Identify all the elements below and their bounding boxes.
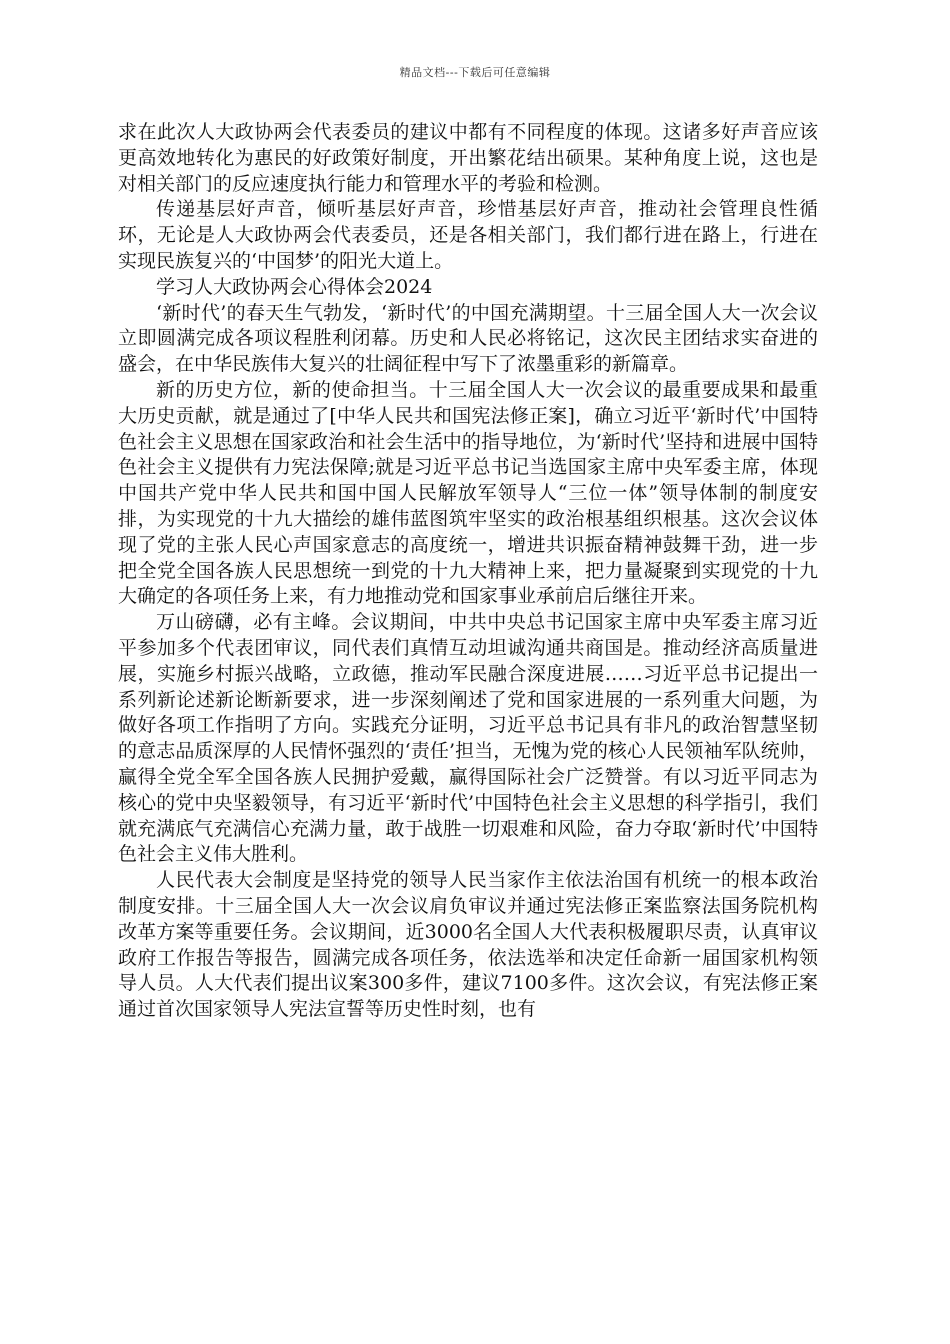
- page-header: 精品文档---下载后可任意编辑: [399, 66, 551, 79]
- paragraph: ‘新时代’的春天生气勃发，‘新时代’的中国充满期望。十三届全国人大一次会议立即圆满完成各项议程胜利闭幕。历史和人民必将铭记，这次民主团结求实奋进的盛会，在中华民族伟大复兴的壮阔征程中写下了浓墨重彩的新篇章。: [118, 301, 818, 376]
- paragraph: 传递基层好声音，倾听基层好声音，珍惜基层好声音，推动社会管理良性循环，无论是人大政协两会代表委员，还是各相关部门，我们都行进在路上，行进在实现民族复兴的‘中国梦’的阳光大道上。: [118, 198, 818, 272]
- document-body: [118, 120, 818, 1023]
- section-title: 学习人大政协两会心得体会2024: [156, 275, 433, 298]
- paragraph: 万山磅礴，必有主峰。会议期间，中共中央总书记国家主席中央军委主席习近平参加多个代表团审议，同代表们真情互动坦诚沟通共商国是。推动经济高质量进展，实施乡村振兴战略，立政德，推动军民融合深度进展……习近平总书记提出一系列新论述新论断新要求，进一步深刻阐述了党和国家进展的一系列重大问题，为做好各项工作指明了方向。实践充分证明，习近平总书记具有非凡的政治智慧坚韧的意志品质深厚的人民情怀强烈的‘责任’担当，无愧为党的核心人民领袖军队统帅，赢得全党全军全国各族人民拥护爱戴，赢得国际社会广泛赞誉。有以习近平同志为核心的党中央坚毅领导，有习近平‘新时代’中国特色社会主义思想的科学指引，我们就充满底气充满信心充满力量，敢于战胜一切艰难和风险，奋力夺取‘新时代’中国特色社会主义伟大胜利。: [118, 611, 818, 866]
- paragraph-continuation: 求在此次人大政协两会代表委员的建议中都有不同程度的体现。这诸多好声音应该更高效地转化为惠民的好政策好制度，开出繁花结出硕果。某种角度上说，这也是对相关部门的反应速度执行能力和管理水平的考验和检测。: [118, 121, 818, 195]
- paragraph: 人民代表大会制度是坚持党的领导人民当家作主依法治国有机统一的根本政治制度安排。十三届全国人大一次会议肩负审议并通过宪法修正案监察法国务院机构改革方案等重要任务。会议期间，近3000名全国人大代表积极履职尽责，认真审议政府工作报告等报告，圆满完成各项任务，依法选举和决定任命新一届国家机构领导人员。人大代表们提出议案300多件，建议7100多件。这次会议，有宪法修正案通过首次国家领导人宪法宣誓等历史性时刻，也有: [118, 869, 818, 1021]
- paragraph: 新的历史方位，新的使命担当。十三届全国人大一次会议的最重要成果和最重大历史贡献，就是通过了[中华人民共和国宪法修正案]，确立习近平‘新时代’中国特色社会主义思想在国家政治和社会生活中的指导地位，为‘新时代’坚持和进展中国特色社会主义提供有力宪法保障;就是习近平总书记当选国家主席中央军委主席，体现中国共产党中华人民共和国中国人民解放军领导人“三位一体”领导体制的制度安排，为实现党的十九大描绘的雄伟蓝图筑牢坚实的政治根基组织根基。这次会议体现了党的主张人民心声国家意志的高度统一，增进共识振奋精神鼓舞干劲，进一步把全党全国各族人民思想统一到党的十九大精神上来，把力量凝聚到实现党的十九大确定的各项任务上来，有力地推动党和国家事业承前启后继往开来。: [118, 378, 818, 608]
